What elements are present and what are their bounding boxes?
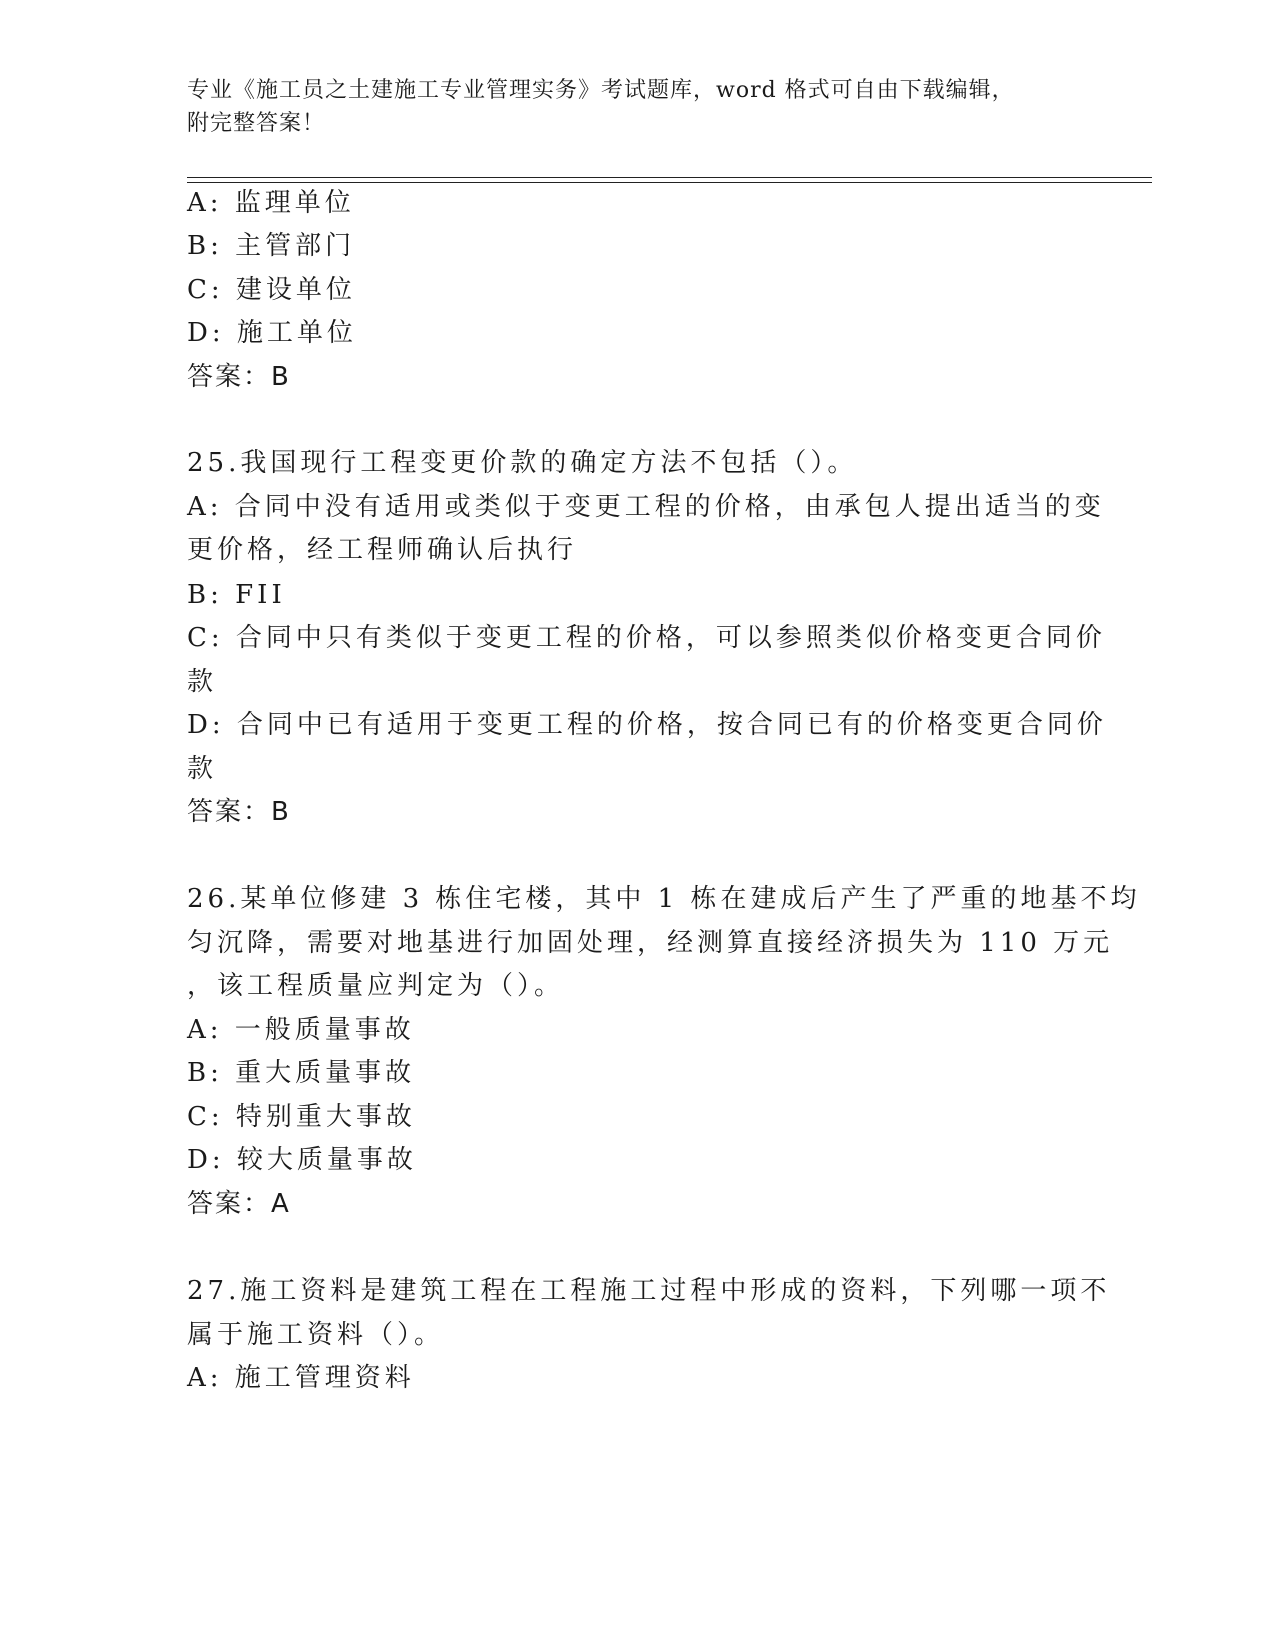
q25-answer: 答案：B	[187, 797, 291, 827]
q25-option-c-line-1: C: 合同中只有类似于变更工程的价格，可以参照类似价格变更合同价	[187, 623, 1106, 653]
header-divider-bottom	[187, 182, 1152, 183]
q27-stem-line-2: 属于施工资料（）。	[187, 1320, 445, 1350]
header-divider-top	[187, 177, 1152, 178]
q27-option-a: A: 施工管理资料	[187, 1363, 415, 1393]
q24-option-c: C: 建设单位	[187, 275, 356, 305]
q26-option-c: C: 特别重大事故	[187, 1102, 416, 1132]
q27-stem-line-1: 27.施工资料是建筑工程在工程施工过程中形成的资料，下列哪一项不	[187, 1276, 1111, 1306]
q24-option-a: A: 监理单位	[187, 188, 355, 218]
q24-option-b: B: 主管部门	[187, 231, 356, 261]
header-line-1: 专业《施工员之土建施工专业管理实务》考试题库，word 格式可自由下载编辑，	[187, 78, 1015, 103]
q25-option-c-line-2: 款	[187, 667, 218, 697]
q26-stem-line-2: 匀沉降，需要对地基进行加固处理，经测算直接经济损失为 110 万元	[187, 928, 1114, 958]
q25-option-b: B: FII	[187, 580, 286, 610]
q24-option-d: D: 施工单位	[187, 318, 357, 348]
q26-stem-line-1: 26.某单位修建 3 栋住宅楼，其中 1 栋在建成后产生了严重的地基不均	[187, 884, 1141, 914]
q25-option-a-line-1: A: 合同中没有适用或类似于变更工程的价格，由承包人提出适当的变	[187, 492, 1105, 522]
q25-option-d-line-2: 款	[187, 754, 218, 784]
q25-option-a-line-2: 更价格，经工程师确认后执行	[187, 535, 578, 565]
q26-stem-line-3: ，该工程质量应判定为（）。	[187, 971, 565, 1001]
q26-option-d: D: 较大质量事故	[187, 1145, 417, 1175]
header-line-2: 附完整答案！	[187, 111, 326, 136]
q25-option-d-line-1: D: 合同中已有适用于变更工程的价格，按合同已有的价格变更合同价	[187, 710, 1107, 740]
document-header	[187, 74, 1067, 140]
q24-answer: 答案：B	[187, 362, 291, 392]
q26-option-a: A: 一般质量事故	[187, 1015, 415, 1045]
q25-stem: 25.我国现行工程变更价款的确定方法不包括（）。	[187, 448, 858, 478]
q26-answer: 答案：A	[187, 1189, 291, 1219]
q26-option-b: B: 重大质量事故	[187, 1058, 416, 1088]
